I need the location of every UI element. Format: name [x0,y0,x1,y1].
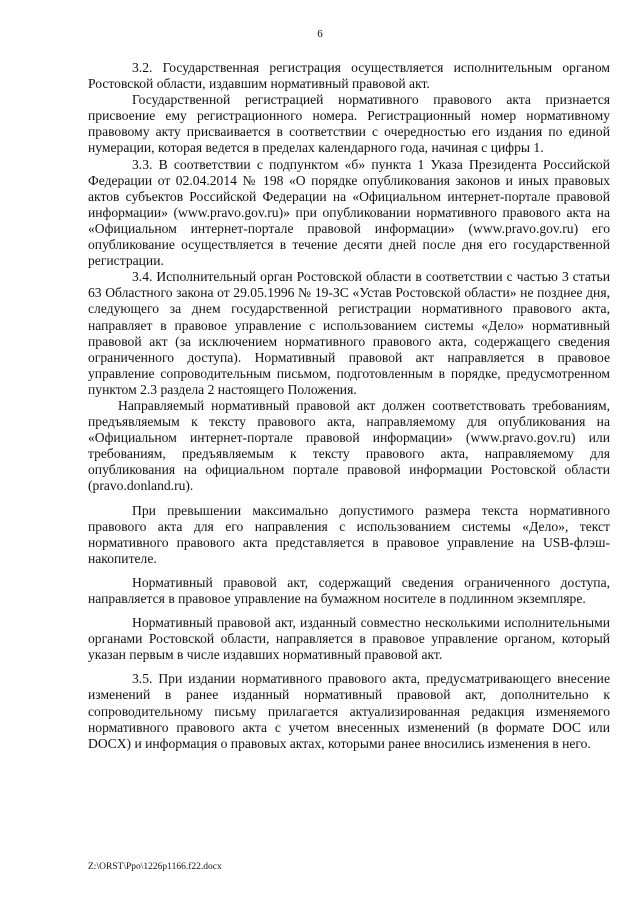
paragraph-registration-number: Государственной регистрацией нормативного правового акта признается присвоение ему регистрационного номера. Регистрационный номер нормативному правовому акту присваивается в соответствии с очередностью его издания по единой нумерации, которая ведется в пределах календарного года, начиная с цифры 1. [88,92,610,156]
paragraph-3-2: 3.2. Государственная регистрация осуществляется исполнительным органом Ростовской области, издавшим нормативный правовой акт. [88,60,610,92]
paragraph-requirements: Направляемый нормативный правовой акт должен соответствовать требованиям, предъявляемым к тексту правового акта, направляемому для опубликования на «Официальном интернет-портале правовой информации» (www.pravo.gov.ru) или требованиям, предъявляемым к тексту правового акта, направляемому для опубликования на официальном портале правовой информации Ростовской области (pravo.donland.ru). [88,397,610,494]
file-path-footer: Z:\ORST\Ppo\1226p1166.f22.docx [88,862,222,872]
paragraph-usb-flash: При превышении максимально допустимого размера текста нормативного правового акта для его направления с использованием системы «Дело», текст нормативного правового акта представляется в правовое управление на USB-флэш-накопителе. [88,502,610,566]
document-body [88,60,610,752]
paragraph-3-3: 3.3. В соответствии с подпунктом «б» пункта 1 Указа Президента Российской Федерации от 02.04.2014 № 198 «О порядке опубликования законов и иных правовых актов субъектов Российской Федерации на «Официальном интернет-портале правовой информации» (www.pravo.gov.ru)» при опубликовании нормативного правового акта на «Официальном интернет-портале правовой информации» (www.pravo.gov.ru) его опубликование осуществляется в течение десяти дней после дня его государственной регистрации. [88,156,610,269]
paragraph-joint-act: Нормативный правовой акт, изданный совместно несколькими исполнительными органами Ростовской области, направляется в правовое управление органом, который указан первым в числе издавших нормативный правовой акт. [88,615,610,663]
paragraph-restricted-access: Нормативный правовой акт, содержащий сведения ограниченного доступа, направляется в правовое управление на бумажном носителе в подлинном экземпляре. [88,574,610,606]
paragraph-3-5: 3.5. При издании нормативного правового акта, предусматривающего внесение изменений в ранее изданный нормативный правовой акт, дополнительно к сопроводительному письму прилагается актуализированная редакция изменяемого нормативного правового акта с учетом внесенных изменений (в формате DOC или DOCX) и информация о правовых актах, которыми ранее вносились изменения в него. [88,671,610,751]
paragraph-3-4: 3.4. Исполнительный орган Ростовской области в соответствии с частью 3 статьи 63 Областного закона от 29.05.1996 № 19-ЗС «Устав Ростовской области» не позднее дня, следующего за днем государственной регистрации нормативного правового акта, направляет в правовое управление с использованием системы «Дело» нормативный правовой акт (за исключением нормативного правового акта, содержащего сведения ограниченного доступа). Нормативный правовой акт направляется в правовое управление сопроводительным письмом, подготовленным в порядке, предусмотренном пунктом 2.3 раздела 2 настоящего Положения. [88,269,610,397]
page-number: 6 [317,28,323,40]
